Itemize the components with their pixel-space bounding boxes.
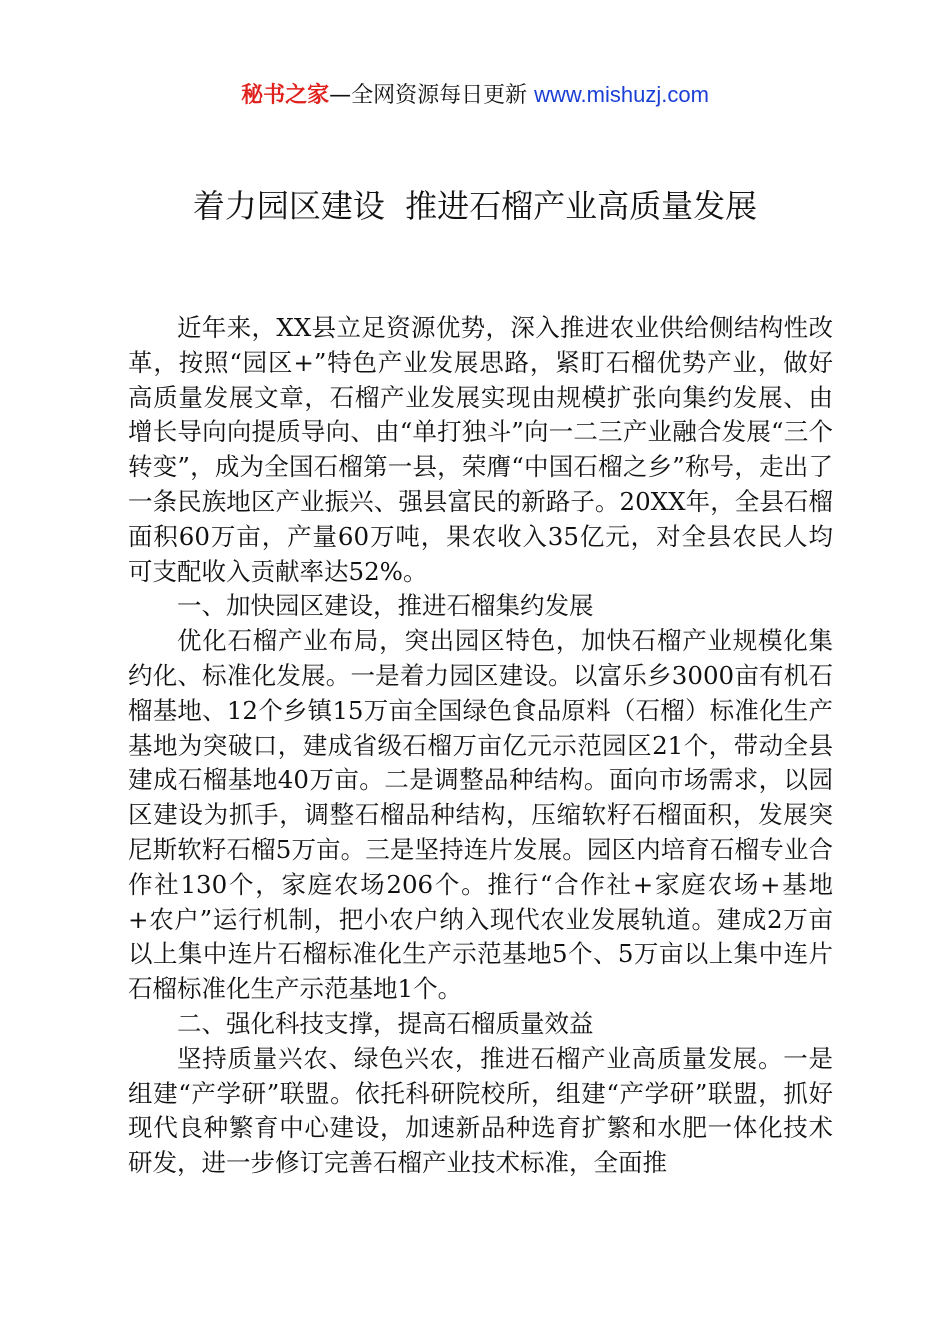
section-2-heading: 二、强化科技支撑，提高石榴质量效益	[177, 1008, 594, 1038]
document-title: 着力园区建设 推进石榴产业高质量发展	[192, 187, 758, 225]
banner-brand: 秘书之家	[241, 83, 330, 108]
site-banner	[0, 80, 950, 111]
section-2-paragraph: 坚持质量兴农、绿色兴农，推进石榴产业高质量发展。一是组建“产学研”联盟。依托科研院校所，组建“产学研”联盟，抓好现代良种繁育中心建设，加速新品种选育扩繁和水肥一体化技术研发，进一步修订完善石榴产业技术标准，全面推	[128, 1043, 833, 1178]
banner-url-link[interactable]: www.mishuzj.com	[534, 82, 709, 107]
intro-paragraph: 近年来，XX县立足资源优势，深入推进农业供给侧结构性改革，按照“园区+”特色产业发展思路，紧盯石榴优势产业，做好高质量发展文章，石榴产业发展实现由规模扩张向集约发展、由增长导向向提质导向、由“单打独斗”向一二三产业融合发展“三个转变”，成为全国石榴第一县，荣膺“中国石榴之乡”称号，走出了一条民族地区产业振兴、强县富民的新路子。20XX年，全县石榴面积60万亩，产量60万吨，果农收入35亿元，对全县农民人均可支配收入贡献率达52%。	[128, 313, 833, 586]
section-1-paragraph: 优化石榴产业布局，突出园区特色，加快石榴产业规模化集约化、标准化发展。一是着力园区建设。以富乐乡3000亩有机石榴基地、12个乡镇15万亩全国绿色食品原料（石榴）标准化生产基地为突破口，建成省级石榴万亩亿元示范园区21个，带动全县建成石榴基地40万亩。二是调整品种结构。面向市场需求，以园区建设为抓手，调整石榴品种结构，压缩软籽石榴面积，发展突尼斯软籽石榴5万亩。三是坚持连片发展。园区内培育石榴专业合作社130个，家庭农场206个。推行“合作社+家庭农场+基地+农户”运行机制，把小农户纳入现代农业发展轨道。建成2万亩以上集中连片石榴标准化生产示范基地5个、5万亩以上集中连片石榴标准化生产示范基地1个。	[128, 626, 833, 1004]
document-body	[128, 311, 833, 1181]
banner-tagline: —全网资源每日更新	[329, 83, 535, 108]
section-1-heading: 一、加快园区建设，推进石榴集约发展	[177, 591, 594, 621]
